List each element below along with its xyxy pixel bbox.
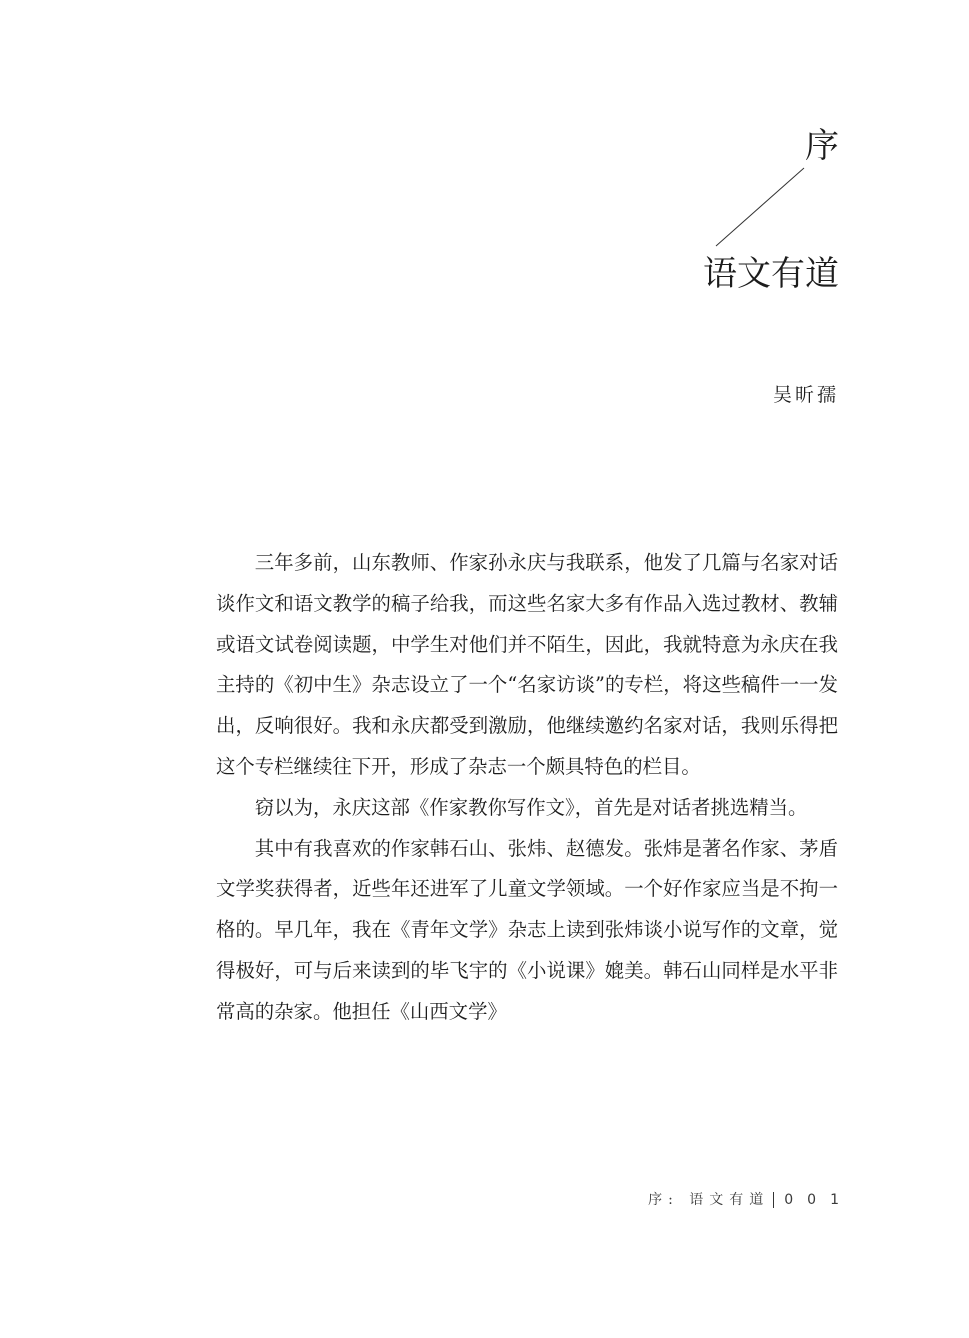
paragraph: 其中有我喜欢的作家韩石山、张炜、赵德发。张炜是著名作家、茅盾文学奖获得者，近些年还进军了儿童文学领域。一个好作家应当是不拘一格的。早几年，我在《青年文学》杂志上读到张炜谈小说写作的文章，觉得极好，可与后来读到的毕飞宇的《小说课》媲美。韩石山同样是水平非常高的杂家。他担任《山西文学》 xyxy=(216,836,838,1023)
paragraph: 三年多前，山东教师、作家孙永庆与我联系，他发了几篇与名家对话谈作文和语文教学的稿子给我，而这些名家大多有作品入选过教材、教辅或语文试卷阅读题，中学生对他们并不陌生，因此，我就特意为永庆在我主持的《初中生》杂志设立了一个“名家访谈”的专栏，将这些稿件一一发出，反响很好。我和永庆都受到激励，他继续邀约名家对话，我则乐得把这个专栏继续往下开，形成了杂志一个颇具特色的栏目。 xyxy=(216,551,838,778)
section-label: 序 xyxy=(805,126,839,166)
running-head: 序: 语文有道 xyxy=(648,1192,770,1208)
chapter-title: 语文有道 xyxy=(703,254,839,294)
paragraph: 窃以为，永庆这部《作家教你写作文》，首先是对话者挑选精当。 xyxy=(254,795,808,819)
page-number: 001 xyxy=(784,1192,853,1208)
body-text xyxy=(216,543,838,1033)
author-name: 吴昕孺 xyxy=(772,384,839,406)
page-footer xyxy=(648,1190,853,1210)
footer-separator xyxy=(773,1192,774,1208)
